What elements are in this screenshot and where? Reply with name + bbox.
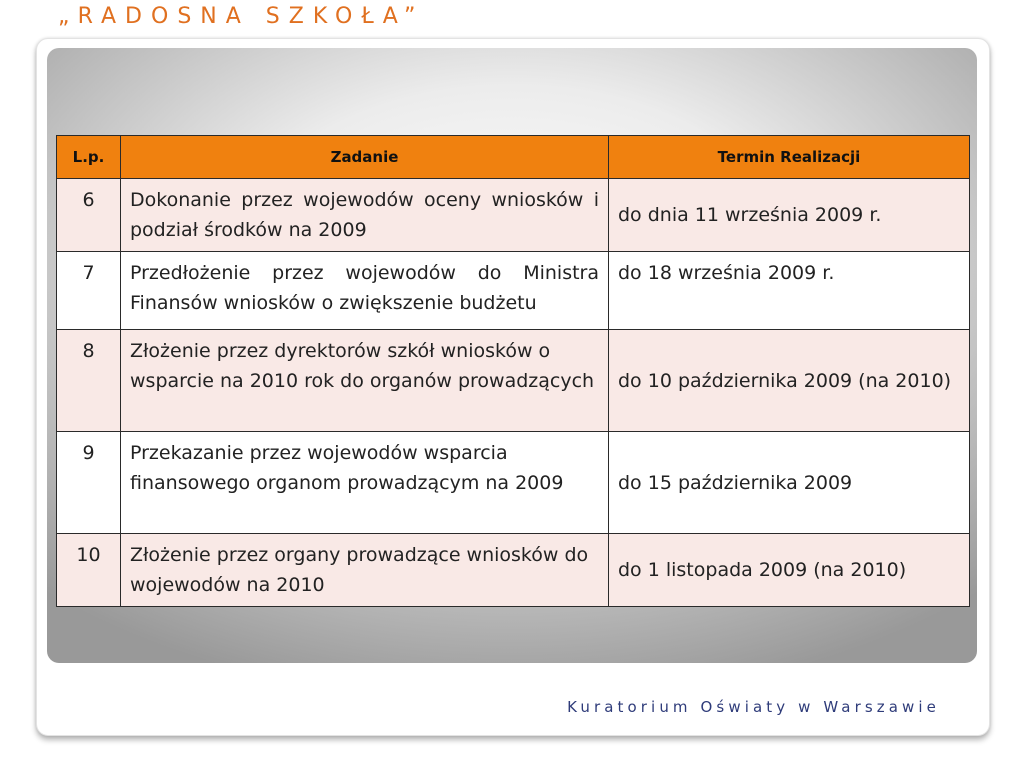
task-cell: Przekazanie przez wojewodów wsparcia finansowego organom prowadzącym na 2009 bbox=[121, 432, 609, 534]
column-header-deadline: Termin Realizacji bbox=[609, 136, 970, 179]
row-number: 8 bbox=[57, 330, 121, 432]
row-number: 9 bbox=[57, 432, 121, 534]
table-row bbox=[57, 534, 970, 607]
task-cell: Przedłożenie przez wojewodów do Ministra Finansów wniosków o zwiększenie budżetu bbox=[121, 252, 609, 330]
column-header-lp: L.p. bbox=[57, 136, 121, 179]
table-row bbox=[57, 179, 970, 252]
task-cell: Dokonanie przez wojewodów oceny wniosków i podział środków na 2009 bbox=[121, 179, 609, 252]
table-row bbox=[57, 432, 970, 534]
table-row bbox=[57, 330, 970, 432]
schedule-table bbox=[56, 135, 970, 607]
deadline-cell: do 15 października 2009 bbox=[609, 432, 970, 534]
task-cell: Złożenie przez dyrektorów szkół wniosków o wsparcie na 2010 rok do organów prowadzących bbox=[121, 330, 609, 432]
slide-title: „RADOSNA SZKOŁA” bbox=[58, 4, 425, 29]
task-cell: Złożenie przez organy prowadzące wniosków do wojewodów na 2010 bbox=[121, 534, 609, 607]
table-header-row bbox=[57, 136, 970, 179]
deadline-cell: do 10 października 2009 (na 2010) bbox=[609, 330, 970, 432]
footer-institution: Kuratorium Oświaty w Warszawie bbox=[567, 698, 940, 716]
row-number: 6 bbox=[57, 179, 121, 252]
table-row bbox=[57, 252, 970, 330]
deadline-cell: do dnia 11 września 2009 r. bbox=[609, 179, 970, 252]
deadline-cell: do 1 listopada 2009 (na 2010) bbox=[609, 534, 970, 607]
column-header-task: Zadanie bbox=[121, 136, 609, 179]
deadline-cell: do 18 września 2009 r. bbox=[609, 252, 970, 330]
row-number: 7 bbox=[57, 252, 121, 330]
row-number: 10 bbox=[57, 534, 121, 607]
